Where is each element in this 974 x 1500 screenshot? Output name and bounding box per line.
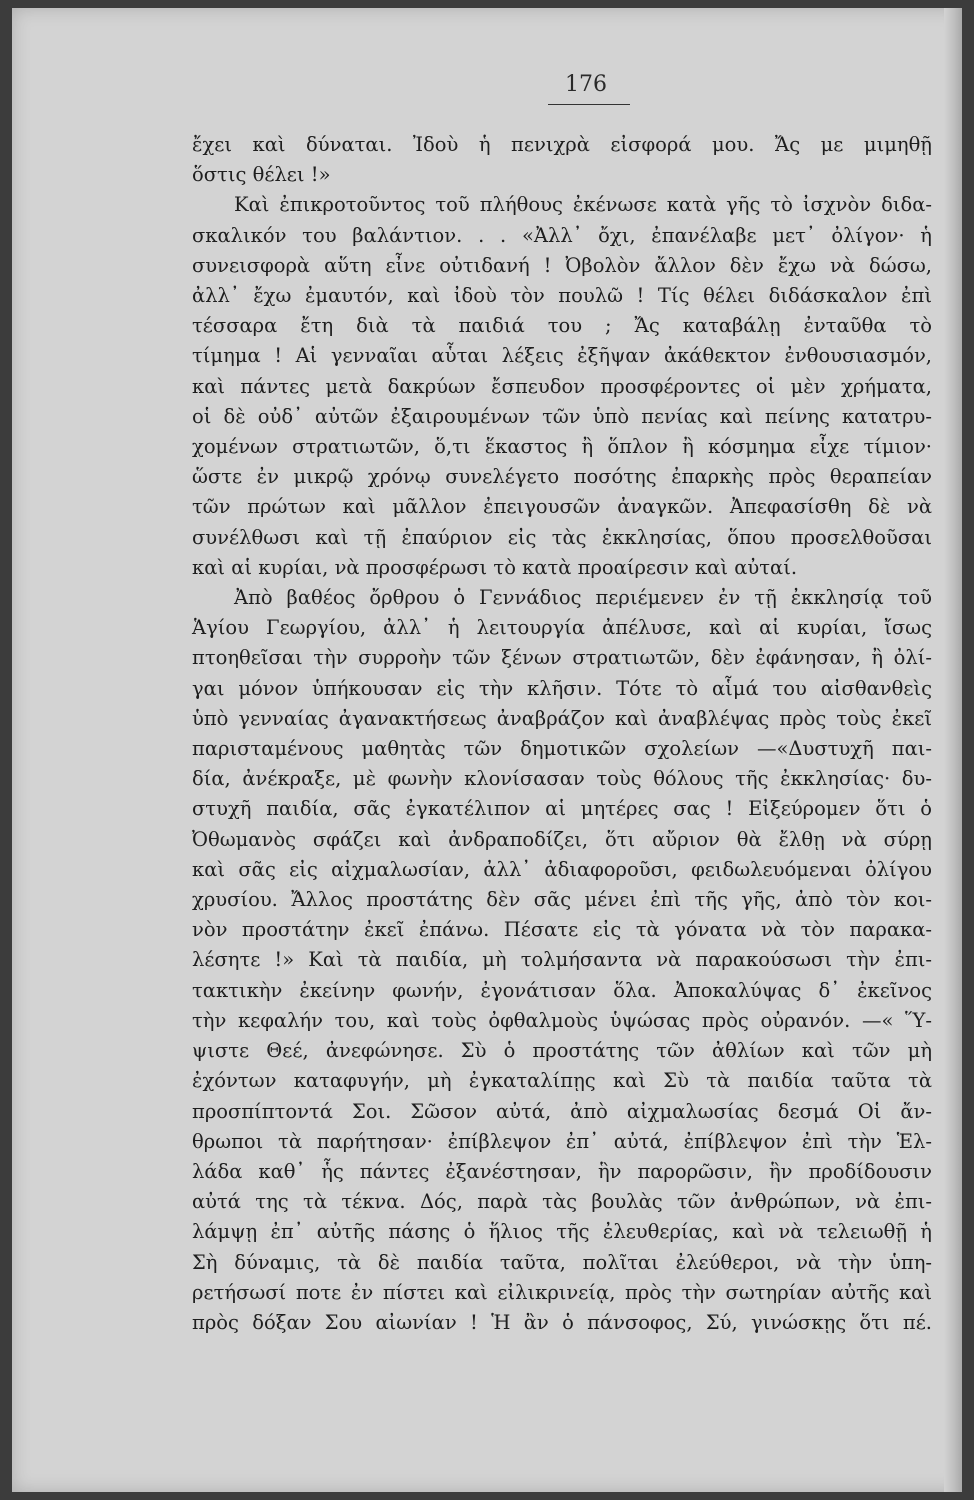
text-line: πρὸς δόξαν Σου αἰωνίαν ! Ἡ ἂν ὁ πάνσοφος, Σύ, γινώσκῃς ὅτι πέ. — [192, 1310, 932, 1334]
text-line: χομένων στρατιωτῶν, ὅ,τι ἕκαστος ἢ ὅπλον ἢ κόσμημα εἶχε τίμιον· — [192, 435, 932, 459]
text-line: τακτικὴν ἐκείνην φωνήν, ἐγονάτισαν ὅλα. Ἀποκαλύψας δ᾽ ἐκεῖνος — [192, 978, 932, 1002]
text-line: τὴν κεφαλήν του, καὶ τοὺς ὀφθαλμοὺς ὑψώσας πρὸς οὐρανόν. —« Ὕ- — [192, 1008, 932, 1032]
text-line: καὶ αἱ κυρίαι, νὰ προσφέρωσι τὸ κατὰ προαίρεσιν καὶ αὐταί. — [192, 555, 798, 579]
text-line: ὅστις θέλει !» — [192, 163, 331, 187]
text-line: Σὴ δύναμις, τὰ δὲ παιδία ταῦτα, πολῖται ἐλεύθεροι, νὰ τὴν ὑπη- — [192, 1250, 932, 1274]
text-line: Ἁγίου Γεωργίου, ἀλλ᾽ ἡ λειτουργία ἀπέλυσε, καὶ αἱ κυρίαι, ἴσως — [192, 616, 932, 640]
text-line: Ὀθωμανὸς σφάζει καὶ ἀνδραποδίζει, ὅτι αὔριον θὰ ἔλθῃ νὰ σύρῃ — [192, 827, 932, 851]
text-line: ὑπὸ γενναίας ἀγανακτήσεως ἀναβράζον καὶ ἀναβλέψας πρὸς τοὺς ἐκεῖ — [192, 706, 932, 730]
text-line: σκαλικόν του βαλάντιον. . . «Ἀλλ᾽ ὄχι, ἐπανέλαβε μετ᾽ ὀλίγον· ἡ — [192, 223, 932, 247]
text-line: γαι μόνον ὑπήκουσαν εἰς τὴν κλῆσιν. Τότε τὸ αἷμά του αἰσθανθεὶς — [192, 676, 932, 700]
text-line: χρυσίου. Ἄλλος προστάτης δὲν σᾶς μένει ἐπὶ τῆς γῆς, ἀπὸ τὸν κοι- — [192, 888, 932, 912]
text-line: λάμψῃ ἐπ᾽ αὐτῆς πάσης ὁ ἥλιος τῆς ἐλευθερίας, καὶ νὰ τελειωθῇ ἡ — [192, 1220, 932, 1244]
page-body-text — [192, 130, 932, 1338]
text-line: παρισταμένους μαθητὰς τῶν δημοτικῶν σχολείων —«Δυστυχῆ παι- — [192, 737, 932, 761]
text-line: ἀλλ᾽ ἔχω ἐμαυτόν, καὶ ἰδοὺ τὸν πουλῶ ! Τίς θέλει διδάσκαλον ἐπὶ — [192, 284, 932, 308]
text-line: καὶ πάντες μετὰ δακρύων ἔσπευδον προσφέροντες οἱ μὲν χρήματα, — [192, 374, 932, 398]
text-line: τίμημα ! Αἱ γενναῖαι αὗται λέξεις ἐξῆψαν ἀκάθεκτον ἐνθουσιασμόν, — [192, 344, 932, 368]
text-line: δία, ἀνέκραξε, μὲ φωνὴν κλονίσασαν τοὺς θόλους τῆς ἐκκλησίας· δυ- — [192, 767, 932, 791]
page-edge — [944, 8, 962, 1492]
text-line: ψιστε Θεέ, ἀνεφώνησε. Σὺ ὁ προστάτης τῶν ἀθλίων καὶ τῶν μὴ — [192, 1039, 932, 1063]
text-line: καὶ σᾶς εἰς αἰχμαλωσίαν, ἀλλ᾽ ἀδιαφοροῦσι, φειδωλευόμεναι ὀλίγου — [192, 857, 932, 881]
text-line: τέσσαρα ἔτη διὰ τὰ παιδιά του ; Ἄς καταβάλῃ ἐνταῦθα τὸ — [192, 314, 932, 338]
text-line: λέσητε !» Καὶ τὰ παιδία, μὴ τολμήσαντα νὰ παρακούσωσι τὴν ἐπι- — [192, 948, 932, 972]
text-line: πτοηθεῖσαι τὴν συρροὴν τῶν ξένων στρατιωτῶν, δὲν ἐφάνησαν, ἢ ὀλί- — [192, 646, 932, 670]
text-line: Καὶ ἐπικροτοῦντος τοῦ πλήθους ἐκένωσε κατὰ γῆς τὸ ἰσχνὸν διδα- — [234, 193, 932, 217]
page-number: 176 — [565, 72, 607, 97]
text-line: λάδα καθ᾽ ἧς πάντες ἐξανέστησαν, ἣν παρορῶσιν, ἣν προδίδουσιν — [192, 1159, 932, 1183]
text-line: τῶν πρώτων καὶ μᾶλλον ἐπειγουσῶν ἀναγκῶν. Ἀπεφασίσθη δὲ νὰ — [192, 495, 932, 519]
text-line: νὸν προστάτην ἐκεῖ ἐπάνω. Πέσατε εἰς τὰ γόνατα νὰ τὸν παρακα- — [192, 918, 932, 942]
text-line: ὥστε ἐν μικρῷ χρόνῳ συνελέγετο ποσότης ἐπαρκὴς πρὸς θεραπείαν — [192, 465, 932, 489]
text-line: συνεισφορὰ αὕτη εἶνε οὐτιδανή ! Ὀβολὸν ἄλλον δὲν ἔχω νὰ δώσω, — [192, 253, 932, 277]
text-line: συνέλθωσι καὶ τῇ ἐπαύριον εἰς τὰς ἐκκλησίας, ὅπου προσελθοῦσαι — [192, 525, 932, 549]
text-line: στυχῆ παιδία, σᾶς ἐγκατέλιπον αἱ μητέρες σας ! Εἰξεύρομεν ὅτι ὁ — [192, 797, 932, 821]
text-line: θρωποι τὰ παρήτησαν· ἐπίβλεψον ἐπ᾽ αὐτά, ἐπίβλεψον ἐπὶ τὴν Ἑλ- — [192, 1129, 932, 1153]
text-line: Ἀπὸ βαθέος ὄρθρου ὁ Γεννάδιος περιέμενεν ἐν τῇ ἐκκλησίᾳ τοῦ — [234, 586, 932, 610]
page-number-rule — [548, 104, 630, 105]
text-line: προσπίπτοντά Σοι. Σῶσον αὐτά, ἀπὸ αἰχμαλωσίας δεσμά Οἱ ἄν- — [192, 1099, 932, 1123]
text-line: ἔχει καὶ δύναται. Ἰδοὺ ἡ πενιχρὰ εἰσφορά μου. Ἄς με μιμηθῇ — [192, 133, 932, 156]
text-line: ἐχόντων καταφυγήν, μὴ ἐγκαταλίπῃς καὶ Σὺ τὰ παιδία ταῦτα τὰ — [192, 1069, 932, 1093]
text-line: αὐτά της τὰ τέκνα. Δός, παρὰ τὰς βουλὰς τῶν ἀνθρώπων, νὰ ἐπι- — [192, 1190, 932, 1214]
text-line: ρετήσωσί ποτε ἐν πίστει καὶ εἰλικρινείᾳ, πρὸς τὴν σωτηρίαν αὐτῆς καὶ — [192, 1280, 932, 1304]
text-line: οἱ δὲ οὐδ᾽ αὐτῶν ἐξαιρουμένων τῶν ὑπὸ πενίας καὶ πείνης κατατρυ- — [192, 404, 932, 428]
